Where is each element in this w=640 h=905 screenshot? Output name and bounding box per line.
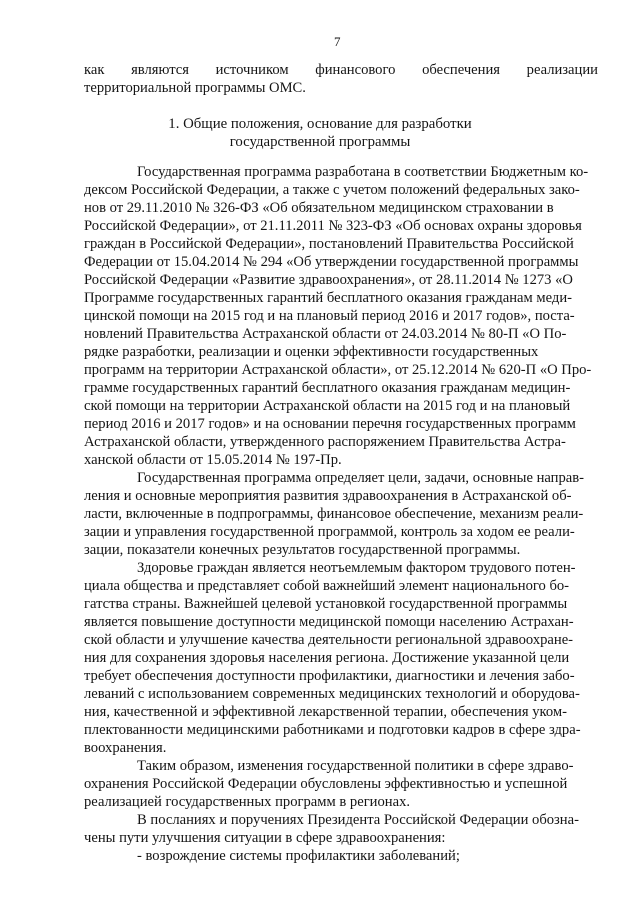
- paragraph-line: требует обеспечения доступности профилактики, диагностики и лечения забо-: [84, 668, 575, 684]
- paragraph-president-messages: [84, 811, 598, 865]
- paragraph-line: гатства страны. Важнейшей целевой установкой государственной программы: [84, 596, 568, 612]
- paragraph-policy-changes: [84, 757, 598, 811]
- list-item: - возрождение системы профилактики заболеваний;: [137, 848, 460, 864]
- paragraph-line: ния для сохранения здоровья населения региона. Достижение указанной цели: [84, 650, 570, 666]
- page-number: 7: [334, 34, 341, 49]
- section-heading-line-1: 1. Общие положения, основание для разработки: [168, 116, 472, 132]
- paragraph-line: Российской Федерации «Развитие здравоохранения», от 28.11.2014 № 1273 «О: [84, 272, 573, 288]
- paragraph-line: ласти, включенные в подпрограммы, финансовое обеспечение, механизм реали-: [84, 506, 584, 522]
- paragraph-line: зации, показатели конечных результатов государственной программы.: [84, 542, 521, 558]
- paragraph-line: воохранения.: [84, 740, 167, 756]
- paragraph-line: программ на территории Астраханской области», от 25.12.2014 № 620-П «О Про-: [84, 362, 592, 378]
- section-heading: [0, 115, 640, 151]
- opening-word-1: как: [84, 62, 105, 78]
- paragraph-line: является повышение доступности медицинской помощи населению Астрахан-: [84, 614, 574, 630]
- paragraph-legal-basis: [84, 163, 598, 469]
- paragraph-line: Здоровье граждан является неотъемлемым фактором трудового потен-: [137, 560, 576, 576]
- paragraph-line: Государственная программа разработана в соответствии Бюджетным ко-: [137, 164, 589, 180]
- opening-text: [84, 61, 598, 97]
- opening-word-6: реализации: [526, 62, 598, 78]
- paragraph-line: охранения Российской Федерации обусловлены эффективностью и успешной: [84, 776, 568, 792]
- paragraph-line: цинской помощи на 2015 год и на плановый период 2016 и 2017 годов», поста-: [84, 308, 575, 324]
- paragraph-health-citizens: [84, 559, 598, 757]
- paragraph-line: леваний с использованием современных медицинских технологий и оборудова-: [84, 686, 580, 702]
- paragraph-line: В посланиях и поручениях Президента Российской Федерации обозна-: [137, 812, 579, 828]
- paragraph-line: чены пути улучшения ситуации в сфере здравоохранения:: [84, 830, 446, 846]
- paragraph-line: рядке разработки, реализации и оценки эффективности государственных: [84, 344, 539, 360]
- paragraph-line: нов от 29.11.2010 № 326-ФЗ «Об обязательном медицинском страховании в: [84, 200, 554, 216]
- opening-word-3: источником: [215, 62, 289, 78]
- paragraph-line: Государственная программа определяет цели, задачи, основные направ-: [137, 470, 585, 486]
- paragraph-line: ской помощи на территории Астраханской области на 2015 год и на плановый: [84, 398, 571, 414]
- opening-word-4: финансового: [315, 62, 396, 78]
- paragraph-line: Таким образом, изменения государственной политики в сфере здраво-: [137, 758, 574, 774]
- paragraph-line: Программе государственных гарантий бесплатного оказания гражданам меди-: [84, 290, 573, 306]
- paragraph-line: ления и основные мероприятия развития здравоохранения в Астраханской об-: [84, 488, 572, 504]
- paragraph-line: зации и управления государственной программой, контроль за ходом ее реали-: [84, 524, 575, 540]
- opening-line-1: [84, 61, 598, 79]
- opening-word-5: обеспечения: [422, 62, 500, 78]
- opening-word-2: являются: [131, 62, 189, 78]
- paragraph-line: ской области и улучшение качества деятельности региональной здравоохране-: [84, 632, 574, 648]
- paragraph-line: плектованности медицинскими работниками и подготовки кадров в сфере здра-: [84, 722, 581, 738]
- paragraph-line: циала общества и представляет собой важнейший элемент национального бо-: [84, 578, 570, 594]
- paragraph-line: грамме государственных гарантий бесплатного оказания гражданам медицин-: [84, 380, 571, 396]
- opening-line-2: территориальной программы ОМС.: [84, 80, 306, 96]
- paragraph-program-goals: [84, 469, 598, 559]
- paragraph-line: новлений Правительства Астраханской области от 24.03.2014 № 80-П «О По-: [84, 326, 567, 342]
- paragraph-line: ния, качественной и эффективной лекарственной терапии, обеспечения уком-: [84, 704, 567, 720]
- paragraph-line: Федерации от 15.04.2014 № 294 «Об утверждении государственной программы: [84, 254, 579, 270]
- paragraph-line: дексом Российской Федерации, а также с учетом положений федеральных зако-: [84, 182, 580, 198]
- paragraph-line: Российской Федерации», от 21.11.2011 № 323-ФЗ «Об основах охраны здоровья: [84, 218, 582, 234]
- paragraph-line: Астраханской области, утвержденного распоряжением Правительства Астра-: [84, 434, 566, 450]
- paragraph-line: период 2016 и 2017 годов» и на основании перечня государственных программ: [84, 416, 576, 432]
- section-heading-line-2: государственной программы: [229, 134, 411, 150]
- paragraph-line: ханской области от 15.05.2014 № 197-Пр.: [84, 452, 342, 468]
- paragraph-line: реализацией государственных программ в регионах.: [84, 794, 411, 810]
- paragraph-line: граждан в Российской Федерации», постановлений Правительства Российской: [84, 236, 574, 252]
